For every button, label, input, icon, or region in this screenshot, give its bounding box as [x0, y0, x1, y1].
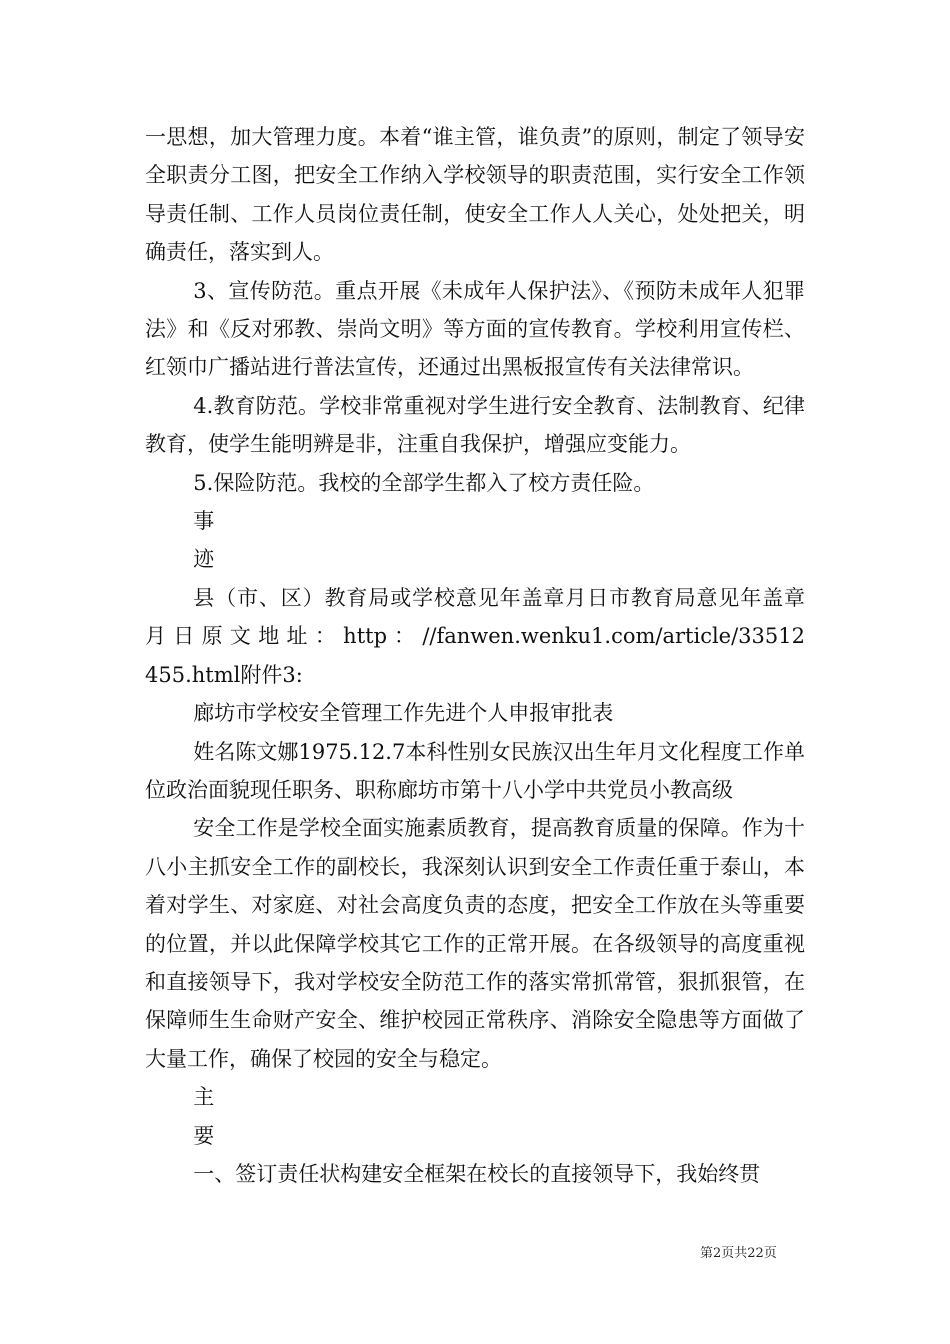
paragraph-insurance-prevention: 5.保险防范。我校的全部学生都入了校方责任险。: [193, 470, 655, 495]
document-body: [145, 118, 805, 1193]
form-title: 廊坊市学校安全管理工作先进个人申报审批表: [193, 701, 614, 726]
label-ji: 迹: [193, 547, 215, 572]
page-number: 第2页共22页: [700, 1246, 777, 1261]
paragraph-approval-opinions: 县（市、区）教育局或学校意见年盖章月日市教育局意见年盖章 月 日 原 文 地 址 ： http ： //fanwen.wenku1.com/article/33512455.html附件3:: [145, 585, 805, 687]
paragraph-responsibility-contract: 一、签订责任状构建安全框架在校长的直接领导下，我始终贯: [193, 1161, 761, 1186]
paragraph-safety-work-summary: 安全工作是学校全面实施素质教育，提高教育质量的保障。作为十八小主抓安全工作的副校长，我深刻认识到安全工作责任重于泰山，本着对学生、对家庭、对社会高度负责的态度，把安全工作放在头等重要的位置，并以此保障学校其它工作的正常开展。在各级领导的高度重视和直接领导下，我对学校安全防范工作的落实常抓常管，狠抓狠管，在保障师生生命财产安全、维护校园正常秩序、消除安全隐患等方面做了大量工作，确保了校园的安全与稳定。: [145, 816, 805, 1071]
label-zhu: 主: [193, 1085, 215, 1110]
paragraph-publicity-prevention: 3、宣传防范。重点开展《未成年人保护法》、《预防未成年人犯罪法》和《反对邪教、崇尚文明》等方面的宣传教育。学校利用宣传栏、红领巾广播站进行普法宣传，还通过出黑板报宣传有关法律常识。: [145, 278, 805, 380]
paragraph-responsibility-principle: 一思想，加大管理力度。本着“谁主管，谁负责”的原则，制定了领导安全职责分工图，把安全工作纳入学校领导的职责范围，实行安全工作领导责任制、工作人员岗位责任制，使安全工作人人关心，处处把关，明确责任，落实到人。: [145, 125, 805, 265]
label-shi: 事: [193, 509, 215, 534]
paragraph-education-prevention: 4.教育防范。学校非常重视对学生进行安全教育、法制教育、纪律教育，使学生能明辨是非，注重自我保护，增强应变能力。: [145, 393, 805, 457]
label-yao: 要: [193, 1123, 215, 1148]
paragraph-personal-info: 姓名陈文娜1975.12.7本科性别女民族汉出生年月文化程度工作单位政治面貌现任职务、职称廊坊市第十八小学中共党员小教高级: [145, 739, 805, 802]
